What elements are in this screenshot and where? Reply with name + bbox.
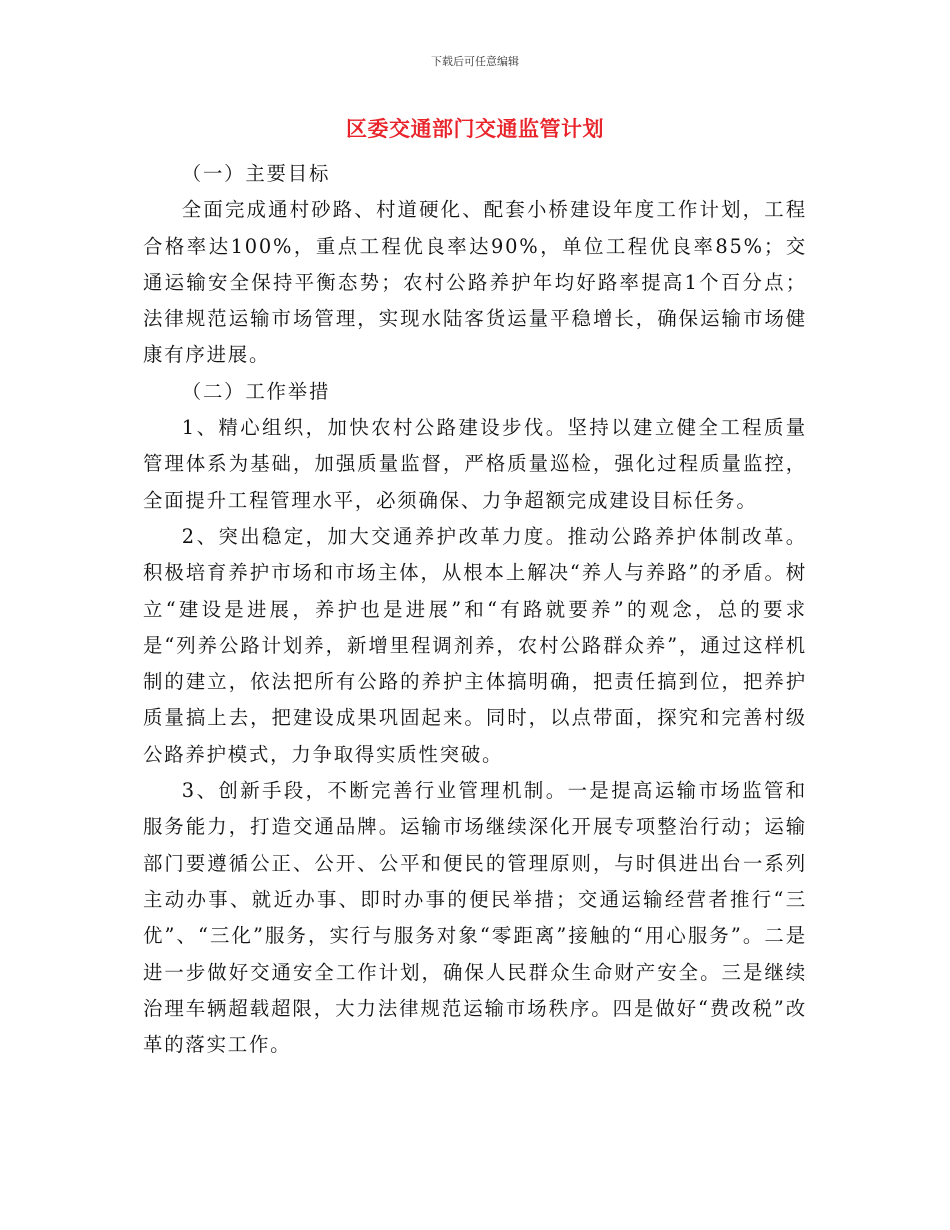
header-note: 下载后可任意编辑 — [431, 55, 519, 68]
paragraph-goals: 全面完成通村砂路、村道硬化、配套小桥建设年度工作计划，工程合格率达100%，重点工程优良率达90%，单位工程优良率85%；交通运输安全保持平衡态势；农村公路养护年均好路率提高1个百分点；法律规范运输市场管理，实现水陆客货运量平稳增长，确保运输市场健康有序进展。 — [143, 198, 807, 367]
section-heading-goals: （一）主要目标 — [181, 162, 331, 185]
document-title: 区委交通部门交通监管计划 — [346, 117, 604, 141]
paragraph-measure-2: 2、突出稳定，加大交通养护改革力度。推动公路养护体制改革。积极培育养护市场和市场主体，从根本上解决“养人与养路”的矛盾。树立“建设是进展，养护也是进展”和“有路就要养”的观念，总的要求是“列养公路计划养，新增里程调剂养，农村公路群众养”，通过这样机制的建立，依法把所有公路的养护主体搞明确，把责任搞到位，把养护质量搞上去，把建设成果巩固起来。同时，以点带面，探究和完善村级公路养护模式，力争取得实质性突破。 — [143, 524, 807, 766]
paragraph-measure-1: 1、精心组织，加快农村公路建设步伐。坚持以建立健全工程质量管理体系为基础，加强质量监督，严格质量巡检，强化过程质量监控，全面提升工程管理水平，必须确保、力争超额完成建设目标任务。 — [143, 416, 807, 512]
paragraph-measure-3: 3、创新手段，不断完善行业管理机制。一是提高运输市场监管和服务能力，打造交通品牌。运输市场继续深化开展专项整治行动；运输部门要遵循公正、公开、公平和便民的管理原则，与时俱进出台一系列主动办事、就近办事、即时办事的便民举措；交通运输经营者推行“三优”、“三化”服务，实行与服务对象“零距离”接触的“用心服务”。二是进一步做好交通安全工作计划，确保人民群众生命财产安全。三是继续治理车辆超载超限，大力法律规范运输市场秩序。四是做好“费改税”改革的落实工作。 — [143, 779, 807, 1057]
document-body — [143, 156, 807, 1063]
section-heading-measures: （二）工作举措 — [181, 379, 331, 403]
